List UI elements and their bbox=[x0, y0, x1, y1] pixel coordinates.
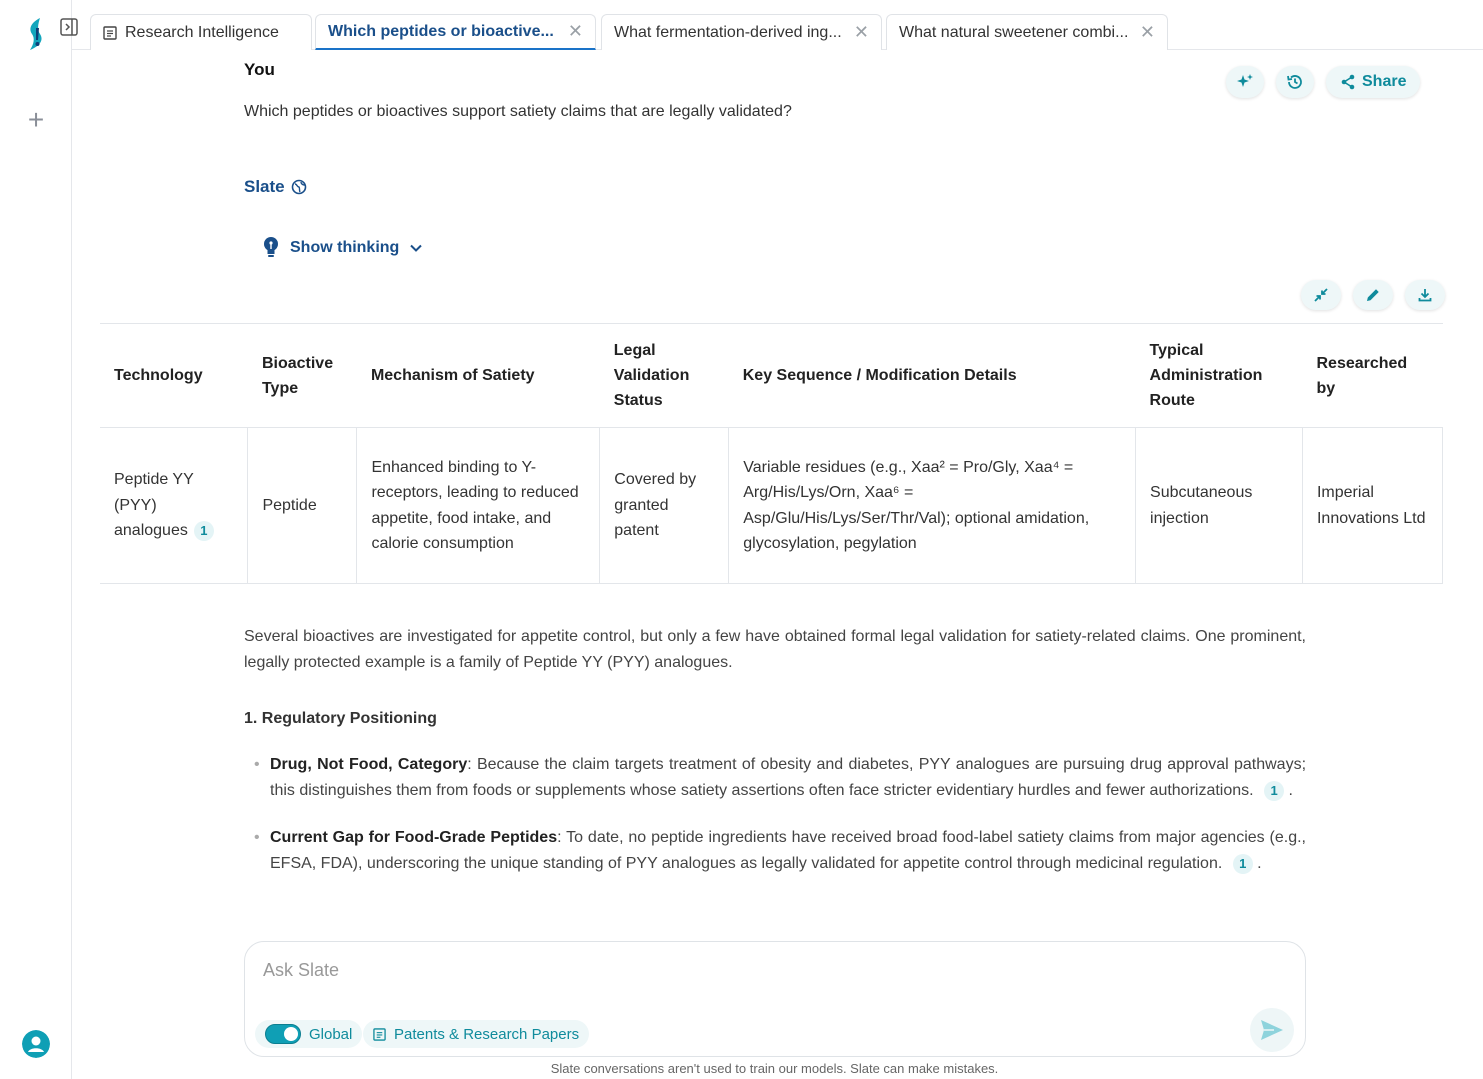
tab-bar bbox=[72, 0, 1483, 50]
researched-by-cell: Imperial Innovations Ltd bbox=[1302, 428, 1442, 584]
legal-status-cell: Covered by granted patent bbox=[600, 428, 729, 584]
user-label: You bbox=[244, 60, 275, 79]
table-header: Key Sequence / Modification Details bbox=[729, 324, 1136, 428]
chevron-down-icon bbox=[409, 241, 423, 255]
table-header: Researched by bbox=[1302, 324, 1442, 428]
tab-peptides[interactable] bbox=[315, 14, 596, 50]
show-thinking-toggle[interactable] bbox=[262, 236, 423, 260]
disclaimer: Slate conversations aren't used to train our models. Slate can make mistakes. bbox=[550, 1061, 999, 1076]
share-label: Share bbox=[1362, 73, 1407, 90]
table-header: Legal Validation Status bbox=[600, 324, 729, 428]
send-button[interactable] bbox=[1250, 1008, 1294, 1052]
citation-badge[interactable]: 1 bbox=[1264, 781, 1284, 801]
sparkle-button[interactable] bbox=[1226, 66, 1264, 98]
tab-sweetener[interactable] bbox=[886, 14, 1168, 50]
share-button[interactable] bbox=[1326, 66, 1420, 98]
global-toggle[interactable] bbox=[265, 1024, 301, 1044]
technology-cell bbox=[100, 428, 248, 584]
history-button[interactable] bbox=[1276, 66, 1314, 98]
lightbulb-icon bbox=[262, 236, 280, 260]
tab-label: Which peptides or bioactive... bbox=[328, 22, 554, 40]
new-chat-icon[interactable]: + bbox=[27, 104, 45, 135]
tab-label: Research Intelligence bbox=[125, 23, 279, 41]
tab-label: What fermentation-derived ing... bbox=[614, 23, 842, 41]
table-header: Bioactive Type bbox=[248, 324, 357, 428]
bullet-text: : To date, no peptide ingredients have received broad food-label satiety claims from major agencies (e.g., EFSA, FDA), underscoring the unique standing of PYY analogues as legally validated for appetite control through medicinal regulation. bbox=[270, 829, 1307, 872]
tab-label: What natural sweetener combi... bbox=[899, 23, 1129, 41]
citation-badge[interactable]: 1 bbox=[194, 521, 214, 541]
section-heading: 1. Regulatory Positioning bbox=[244, 710, 437, 727]
assistant-label bbox=[244, 177, 307, 197]
tab-fermentation[interactable] bbox=[601, 14, 882, 50]
close-icon[interactable]: ✕ bbox=[1139, 22, 1155, 42]
assistant-name: Slate bbox=[244, 177, 285, 196]
conversation-actions bbox=[1226, 66, 1420, 98]
download-button[interactable] bbox=[1405, 280, 1445, 310]
list-item: • Drug, Not Food, Category: Because the claim targets treatment of obesity and diabetes, PYY analogues are pursuing drug approval pathways; this distinguishes them from foods or supplements whose satiety assertions often face stricter evidentiary hurdles and fewer authorizations. 1 . bbox=[254, 752, 1306, 803]
intro-paragraph: Several bioactives are investigated for appetite control, but only a few have obtained formal legal validation for satiety-related claims. One prominent, legally protected example is a family of Peptide YY (PYY) analogues. bbox=[244, 628, 1306, 671]
user-avatar-icon[interactable] bbox=[22, 1030, 50, 1058]
collapse-button[interactable] bbox=[1301, 280, 1341, 310]
show-thinking-label: Show thinking bbox=[290, 239, 400, 256]
table-header: Technology bbox=[100, 324, 248, 428]
global-toggle-chip[interactable] bbox=[255, 1020, 362, 1048]
list-item: • Current Gap for Food-Grade Peptides: To date, no peptide ingredients have received broad food-label satiety claims from major agencies (e.g., EFSA, FDA), underscoring the unique standing of PYY analogues as legally validated for appetite control through medicinal regulation. 1 . bbox=[254, 825, 1306, 876]
user-question: Which peptides or bioactives support satiety claims that are legally validated? bbox=[244, 103, 792, 120]
close-icon[interactable]: ✕ bbox=[567, 21, 583, 41]
ask-input[interactable] bbox=[263, 960, 1163, 981]
download-icon bbox=[1417, 287, 1433, 303]
table-row bbox=[100, 428, 1443, 584]
close-icon[interactable]: ✕ bbox=[853, 22, 869, 42]
bioactive-type-cell: Peptide bbox=[248, 428, 357, 584]
sparkle-icon bbox=[1236, 73, 1254, 91]
send-icon bbox=[1260, 1019, 1284, 1041]
bullet-list bbox=[254, 752, 1306, 898]
global-label: Global bbox=[309, 1025, 353, 1043]
table-actions bbox=[1301, 280, 1445, 310]
globe-icon bbox=[291, 179, 307, 195]
document-icon bbox=[373, 1028, 386, 1041]
table-header-row bbox=[100, 324, 1443, 428]
collapse-icon bbox=[1313, 287, 1329, 303]
mechanism-cell: Enhanced binding to Y-receptors, leading to reduced appetite, food intake, and calorie consumption bbox=[357, 428, 600, 584]
table-header: Mechanism of Satiety bbox=[357, 324, 600, 428]
source-filter-label: Patents & Research Papers bbox=[394, 1025, 580, 1043]
sequence-cell: Variable residues (e.g., Xaa² = Pro/Gly, Xaa⁴ = Arg/His/Lys/Orn, Xaa⁶ = Asp/Glu/His/Lys/Ser/Thr/Val); optional amidation, glycosylation, pegylation bbox=[729, 428, 1136, 584]
bullet-title: Drug, Not Food, Category bbox=[270, 756, 468, 773]
share-icon bbox=[1340, 74, 1356, 90]
pencil-icon bbox=[1365, 287, 1381, 303]
history-icon bbox=[1286, 73, 1304, 91]
ask-box bbox=[244, 941, 1306, 1057]
source-filter-chip[interactable] bbox=[363, 1020, 589, 1048]
edit-button[interactable] bbox=[1353, 280, 1393, 310]
results-table bbox=[100, 323, 1443, 584]
document-icon bbox=[103, 26, 117, 40]
bullet-title: Current Gap for Food-Grade Peptides bbox=[270, 829, 558, 846]
left-rail bbox=[0, 0, 72, 1079]
bullet-text: : Because the claim targets treatment of obesity and diabetes, PYY analogues are pursuing drug approval pathways; this distinguishes them from foods or supplements whose satiety assertions often face stricter evidentiary hurdles and fewer authorizations. bbox=[270, 756, 1307, 799]
route-cell: Subcutaneous injection bbox=[1136, 428, 1303, 584]
slate-logo-icon[interactable] bbox=[22, 16, 52, 54]
conversation-area bbox=[72, 50, 1483, 1079]
citation-badge[interactable]: 1 bbox=[1233, 854, 1253, 874]
technology-text: Peptide YY (PYY) analogues bbox=[114, 471, 194, 540]
tab-research-intelligence[interactable] bbox=[90, 14, 312, 50]
table-header: Typical Administration Route bbox=[1136, 324, 1303, 428]
